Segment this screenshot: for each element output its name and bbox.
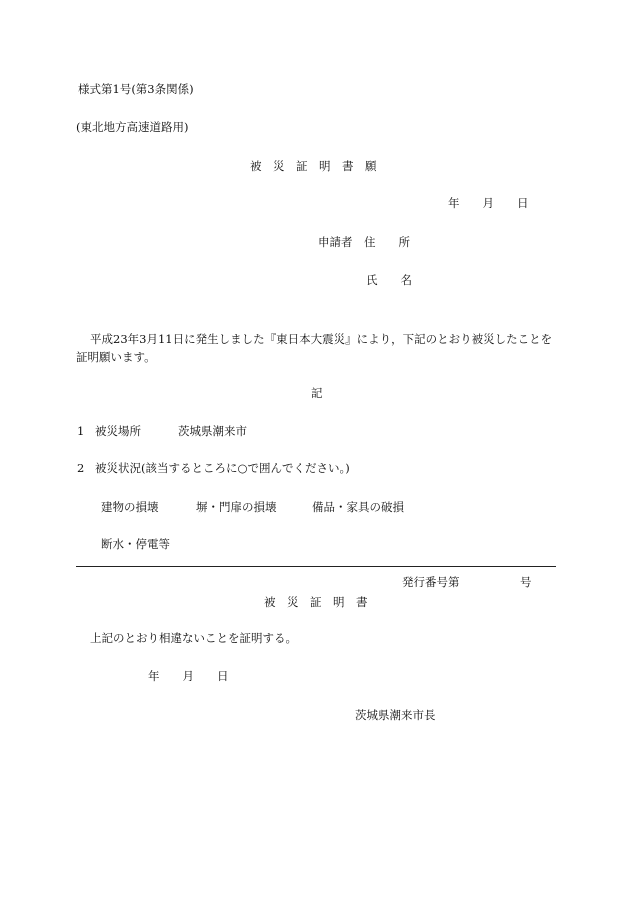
form-number: 様式第1号(第3条関係) [78,82,194,96]
issue-number-suffix: 号 [520,575,532,589]
damage-option-utilities[interactable]: 断水・停電等 [101,537,170,551]
date-line: 年 月 日 [448,196,529,210]
applicant-name-label: 氏 名 [366,273,412,287]
issuer-name: 茨城県潮来市長 [355,708,436,722]
page-title: 被 災 証 明 書 願 [250,159,377,173]
item1-value: 茨城県潮来市 [178,424,247,438]
divider-line [76,566,556,567]
issue-number-label: 発行番号第 [402,575,460,589]
item2-label: 被災状況(該当するところに○で囲んでください。) [95,461,350,475]
usage-note: (東北地方高速道路用) [76,120,189,134]
damage-option-fence-gate[interactable]: 塀・門扉の損壊 [196,500,277,514]
damage-option-building[interactable]: 建物の損壊 [101,500,159,514]
request-body-text: 平成23年3月11日に発生しました『東日本大震災』により，下記のとおり被災したことを証明願います。 [76,332,553,364]
item1-number: 1 [77,424,85,438]
certificate-body-text: 上記のとおり相違ないことを証明する。 [90,631,297,645]
note-heading: 記 [311,386,323,400]
item2-number: 2 [77,461,85,475]
applicant-address-label: 申請者 住 所 [318,235,410,249]
damage-option-furniture[interactable]: 備品・家具の破損 [312,500,404,514]
item1-label: 被災場所 [95,424,141,438]
certificate-title: 被 災 証 明 書 [264,595,368,609]
certificate-date-line: 年 月 日 [148,669,229,683]
